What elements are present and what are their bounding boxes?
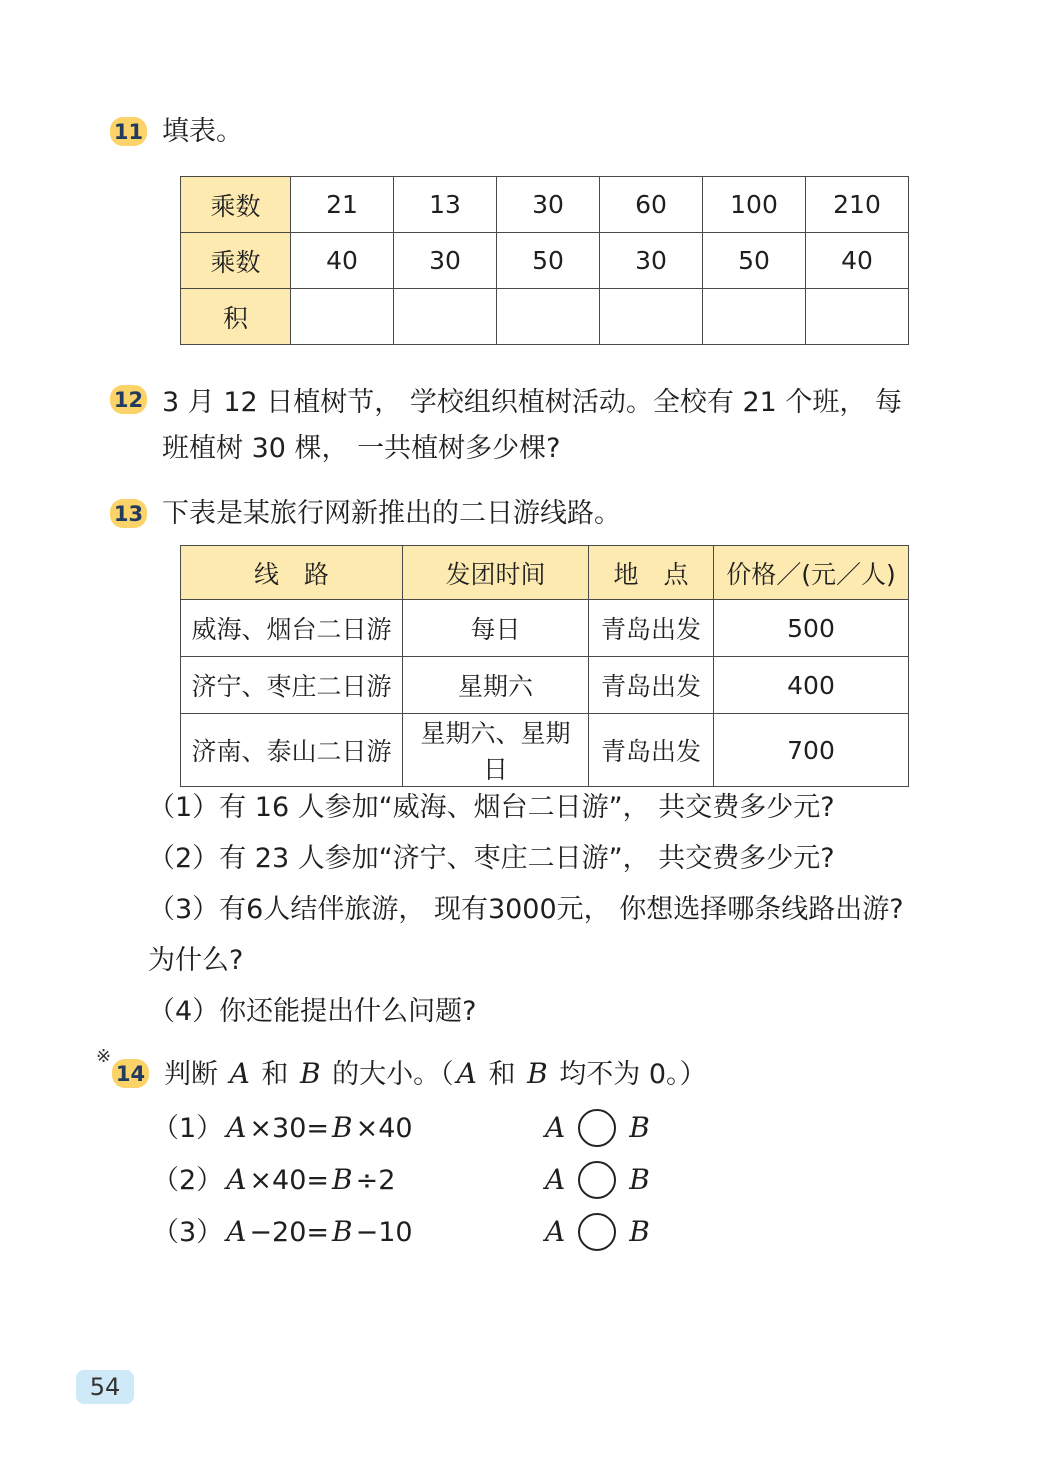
problem-13 (110, 494, 621, 534)
table-cell-empty (600, 289, 703, 345)
equation-part: ×40 (355, 1113, 413, 1144)
equation-part: ×40= (249, 1165, 330, 1196)
row-header-cell: 乘数 (181, 233, 291, 289)
variable-b: B (527, 1057, 548, 1090)
variable-b: B (629, 1111, 650, 1144)
table-cell: 威海、烟台二日游 (181, 600, 403, 657)
problem-13-questions (148, 782, 904, 1037)
problem-13-number-badge: 13 (110, 499, 147, 528)
problem-12 (110, 380, 902, 472)
table-row (181, 714, 909, 787)
page-footer (76, 1370, 134, 1404)
table-cell: 星期六 (403, 657, 589, 714)
table-cell: 400 (714, 657, 909, 714)
problem-13-text: 下表是某旅行网新推出的二日游线路。 (162, 498, 621, 529)
equation-part: −20= (249, 1217, 330, 1248)
problem-11 (110, 112, 243, 152)
column-header: 价格／(元／人) (714, 546, 909, 600)
problem-11-fill-table (180, 176, 909, 345)
table-cell: 500 (714, 600, 909, 657)
column-header: 地 点 (589, 546, 714, 600)
question-4: （4）你还能提出什么问题? (148, 996, 477, 1027)
variable-b: B (629, 1163, 650, 1196)
comparison-answer (542, 1102, 653, 1154)
table-cell: 50 (497, 233, 600, 289)
variable-b: B (332, 1163, 353, 1196)
asterisk-mark: ※ (96, 1046, 112, 1067)
table-cell: 济宁、枣庄二日游 (181, 657, 403, 714)
variable-b: B (629, 1215, 650, 1248)
variable-b: B (300, 1057, 321, 1090)
table-row (181, 233, 909, 289)
table-cell: 30 (497, 177, 600, 233)
table-cell: 济南、泰山二日游 (181, 714, 403, 787)
table-row (181, 600, 909, 657)
equation-part: ÷2 (355, 1165, 396, 1196)
item-label: （1） (152, 1113, 224, 1144)
table-cell: 30 (600, 233, 703, 289)
table-cell-empty (497, 289, 600, 345)
variable-a: A (226, 1111, 247, 1144)
variable-b: B (332, 1111, 353, 1144)
table-cell-empty (394, 289, 497, 345)
table-cell: 210 (806, 177, 909, 233)
table-cell-empty (703, 289, 806, 345)
question-3-continued: 为什么? (148, 945, 244, 976)
text-part: 和 (252, 1059, 297, 1090)
text-part: 均不为 0。） (550, 1059, 707, 1090)
table-cell: 60 (600, 177, 703, 233)
table-header-row (181, 546, 909, 600)
table-cell: 青岛出发 (589, 657, 714, 714)
column-header: 发团时间 (403, 546, 589, 600)
variable-a: A (545, 1163, 566, 1196)
text-part: 判断 (164, 1059, 227, 1090)
variable-a: A (545, 1111, 566, 1144)
answer-circle (578, 1161, 616, 1199)
variable-a: A (226, 1163, 247, 1196)
comparison-answer (542, 1154, 653, 1206)
variable-a: A (545, 1215, 566, 1248)
table-cell-empty (806, 289, 909, 345)
answer-circle (578, 1213, 616, 1251)
answer-circle (578, 1109, 616, 1147)
equation-part: −10 (355, 1217, 413, 1248)
problem-11-text: 填表。 (162, 116, 243, 147)
problem-12-line2: 班植树 30 棵， 一共植树多少棵? (162, 433, 561, 464)
variable-b: B (332, 1215, 353, 1248)
comparison-item-1 (152, 1102, 650, 1154)
table-cell: 星期六、星期日 (403, 714, 589, 787)
equation-part: ×30= (249, 1113, 330, 1144)
problem-12-number-badge: 12 (110, 385, 147, 414)
page-number-badge: 54 (76, 1370, 134, 1404)
table-cell: 每日 (403, 600, 589, 657)
table-cell: 21 (291, 177, 394, 233)
table-row (181, 289, 909, 345)
variable-a: A (229, 1057, 250, 1090)
table-cell: 30 (394, 233, 497, 289)
table-cell: 13 (394, 177, 497, 233)
item-label: （3） (152, 1217, 224, 1248)
problem-11-number-badge: 11 (110, 117, 147, 146)
comparison-answer (542, 1206, 653, 1258)
problem-14 (96, 1046, 707, 1095)
problem-14-number-badge: 14 (112, 1059, 149, 1088)
table-cell: 40 (291, 233, 394, 289)
table-row (181, 657, 909, 714)
text-part: 的大小。（ (323, 1059, 454, 1090)
comparison-item-2 (152, 1154, 650, 1206)
text-part: 和 (479, 1059, 525, 1090)
row-header-cell: 乘数 (181, 177, 291, 233)
table-cell: 青岛出发 (589, 714, 714, 787)
item-label: （2） (152, 1165, 224, 1196)
variable-a: A (456, 1057, 477, 1090)
problem-12-line1: 3 月 12 日植树节， 学校组织植树活动。全校有 21 个班， 每 (162, 387, 902, 418)
table-cell: 青岛出发 (589, 600, 714, 657)
table-row (181, 177, 909, 233)
table-cell: 40 (806, 233, 909, 289)
table-cell: 100 (703, 177, 806, 233)
table-cell: 50 (703, 233, 806, 289)
question-1: （1）有 16 人参加“威海、烟台二日游”， 共交费多少元? (148, 792, 835, 823)
variable-a: A (226, 1215, 247, 1248)
problem-14-items (152, 1102, 650, 1258)
question-2: （2）有 23 人参加“济宁、枣庄二日游”， 共交费多少元? (148, 843, 835, 874)
problem-14-text (164, 1054, 707, 1095)
table-cell-empty (291, 289, 394, 345)
table-cell: 700 (714, 714, 909, 787)
comparison-item-3 (152, 1206, 650, 1258)
problem-13-tour-table (180, 545, 909, 787)
question-3: （3）有6人结伴旅游， 现有3000元， 你想选择哪条线路出游? (148, 894, 904, 925)
row-header-cell: 积 (181, 289, 291, 345)
column-header: 线 路 (181, 546, 403, 600)
